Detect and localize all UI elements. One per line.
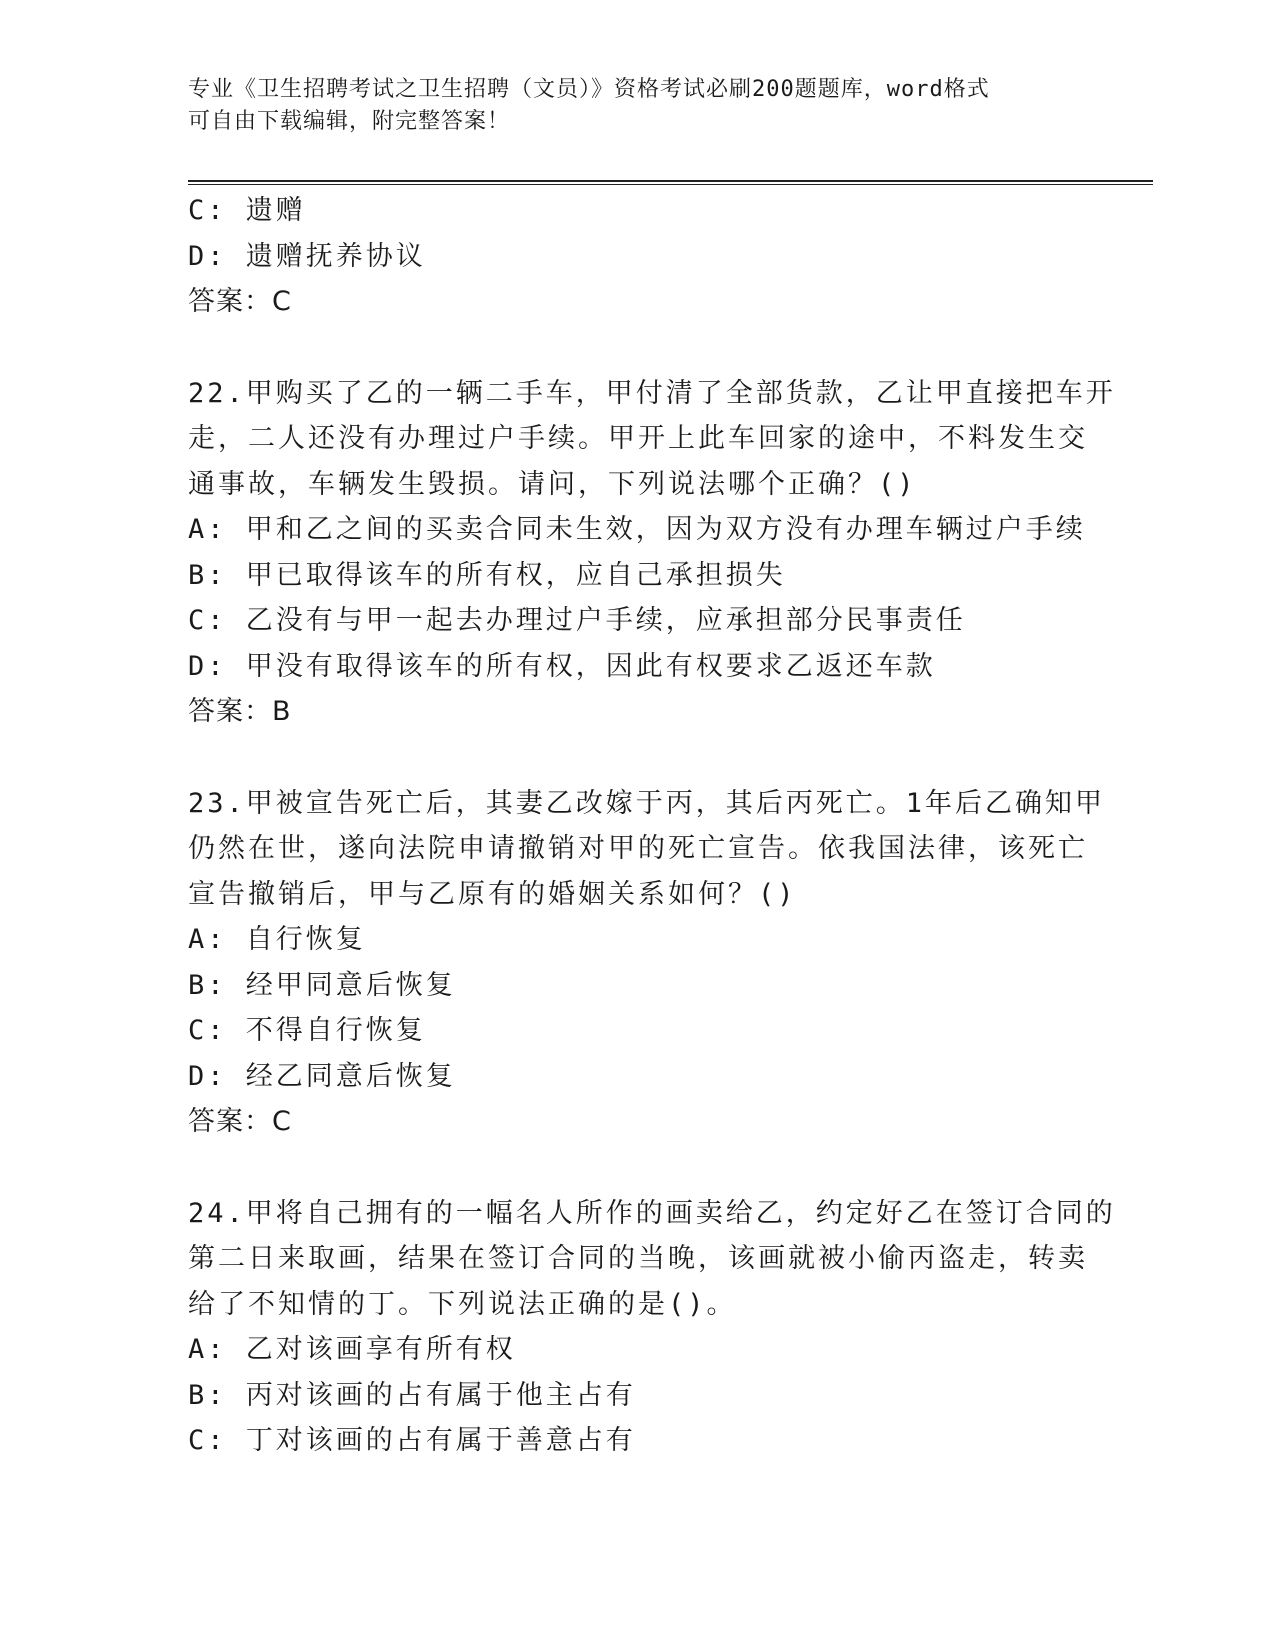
option-a: A: 乙对该画享有所有权 (188, 1334, 516, 1365)
option-c: C: 不得自行恢复 (188, 1015, 426, 1046)
header-title-line-2: 可自由下载编辑，附完整答案！ (188, 109, 511, 134)
question-23 (188, 781, 1106, 1145)
option-d: D: 经乙同意后恢复 (188, 1060, 456, 1092)
option-b: B: 丙对该画的占有属于他主占有 (188, 1379, 636, 1411)
question-stem-line: 宣告撤销后，甲与乙原有的婚姻关系如何？() (188, 878, 797, 910)
answer-line: 答案：B (188, 696, 292, 727)
option-b: B: 甲已取得该车的所有权，应自己承担损失 (188, 559, 786, 591)
answer-line: 答案：C (188, 1106, 292, 1137)
question-22 (188, 371, 1116, 735)
header-divider-thin (188, 184, 1153, 185)
option-c: C: 遗赠 (188, 195, 306, 226)
answer-line: 答案：C (188, 286, 292, 317)
option-d: D: 甲没有取得该车的所有权，因此有权要求乙返还车款 (188, 650, 936, 682)
question-stem-line: 给了不知情的丁。下列说法正确的是()。 (188, 1288, 737, 1320)
question-stem-line: 仍然在世，遂向法院申请撤销对甲的死亡宣告。依我国法律，该死亡 (188, 833, 1088, 864)
option-a: A: 甲和乙之间的买卖合同未生效，因为双方没有办理车辆过户手续 (188, 514, 1086, 545)
header-divider-thick (188, 180, 1153, 182)
option-c: C: 乙没有与甲一起去办理过户手续，应承担部分民事责任 (188, 605, 966, 636)
question-stem-line: 24.甲将自己拥有的一幅名人所作的画卖给乙，约定好乙在签订合同的 (188, 1197, 1116, 1229)
header-title-line-1: 专业《卫生招聘考试之卫生招聘（文员）》资格考试必刷200题题库，word格式 (188, 77, 990, 102)
option-a: A: 自行恢复 (188, 924, 366, 955)
question-stem-line: 走，二人还没有办理过户手续。甲开上此车回家的途中，不料发生交 (188, 423, 1088, 454)
document-body (188, 188, 1116, 1464)
question-stem-line: 22.甲购买了乙的一辆二手车，甲付清了全部货款，乙让甲直接把车开 (188, 377, 1116, 409)
question-24 (188, 1191, 1116, 1464)
question-stem-line: 23.甲被宣告死亡后，其妻乙改嫁于丙，其后丙死亡。1年后乙确知甲 (188, 787, 1106, 819)
document-header (188, 74, 1088, 138)
previous-question-tail (188, 188, 1088, 325)
question-stem-line: 通事故，车辆发生毁损。请问，下列说法哪个正确？() (188, 468, 917, 500)
option-c: C: 丁对该画的占有属于善意占有 (188, 1425, 636, 1456)
question-stem-line: 第二日来取画，结果在签订合同的当晚，该画就被小偷丙盗走，转卖 (188, 1243, 1088, 1274)
option-b: B: 经甲同意后恢复 (188, 969, 456, 1001)
option-d: D: 遗赠抚养协议 (188, 240, 426, 272)
